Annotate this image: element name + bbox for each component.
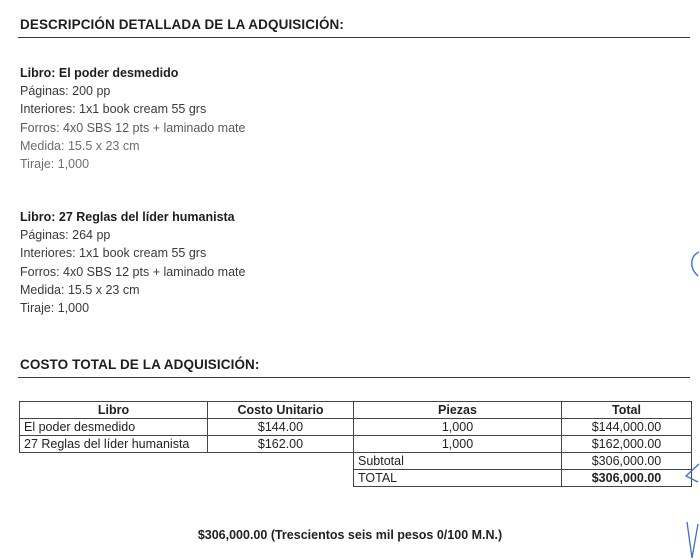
book-title: Libro: 27 Reglas del líder humanista bbox=[20, 210, 235, 224]
book-size: Medida: 15.5 x 23 cm bbox=[20, 282, 140, 297]
cell-unit-cost: $144.00 bbox=[208, 419, 354, 436]
table-row bbox=[20, 436, 692, 453]
column-header-total: Total bbox=[562, 402, 692, 419]
cell-pieces: 1,000 bbox=[354, 419, 562, 436]
section-divider bbox=[18, 37, 690, 38]
cell-total: $162,000.00 bbox=[562, 436, 692, 453]
table-row bbox=[20, 419, 692, 436]
total-value: $306,000.00 bbox=[562, 470, 692, 487]
section-divider bbox=[18, 377, 690, 378]
book-covers: Forros: 4x0 SBS 12 pts + laminado mate bbox=[20, 264, 246, 279]
cell-book: 27 Reglas del líder humanista bbox=[20, 436, 208, 453]
cell-book: El poder desmedido bbox=[20, 419, 208, 436]
cell-unit-cost: $162.00 bbox=[208, 436, 354, 453]
book-interiors: Interiores: 1x1 book cream 55 grs bbox=[20, 102, 207, 117]
book-title: Libro: El poder desmedido bbox=[20, 66, 179, 80]
book-pages: Páginas: 200 pp bbox=[20, 84, 111, 99]
pen-mark-icon bbox=[686, 250, 700, 280]
total-label: TOTAL bbox=[354, 470, 562, 487]
book-size: Medida: 15.5 x 23 cm bbox=[20, 138, 140, 153]
subtotal-label: Subtotal bbox=[354, 453, 562, 470]
book-pages: Páginas: 264 pp bbox=[20, 228, 111, 243]
book-interiors: Interiores: 1x1 book cream 55 grs bbox=[20, 246, 207, 261]
subtotal-row bbox=[20, 453, 692, 470]
section-title-cost: COSTO TOTAL DE LA ADQUISICIÓN: bbox=[20, 357, 260, 372]
pen-mark-icon bbox=[684, 520, 700, 560]
column-header-unit-cost: Costo Unitario bbox=[208, 402, 354, 419]
cell-total: $144,000.00 bbox=[562, 419, 692, 436]
book-spec-2 bbox=[20, 208, 245, 317]
column-header-pieces: Piezas bbox=[354, 402, 562, 419]
cost-table bbox=[19, 401, 692, 487]
total-row bbox=[20, 470, 692, 487]
column-header-book: Libro bbox=[20, 402, 208, 419]
book-covers: Forros: 4x0 SBS 12 pts + laminado mate bbox=[20, 120, 246, 135]
book-print-run: Tiraje: 1,000 bbox=[20, 157, 90, 172]
cell-pieces: 1,000 bbox=[354, 436, 562, 453]
book-spec-1 bbox=[20, 64, 245, 173]
section-title-description: DESCRIPCIÓN DETALLADA DE LA ADQUISICIÓN: bbox=[20, 17, 344, 32]
pen-mark-icon bbox=[680, 462, 700, 490]
table-header-row bbox=[20, 402, 692, 419]
amount-in-words: $306,000.00 (Trescientos seis mil pesos 0/100 M.N.) bbox=[197, 528, 503, 542]
book-print-run: Tiraje: 1,000 bbox=[20, 301, 90, 316]
subtotal-value: $306,000.00 bbox=[562, 453, 692, 470]
